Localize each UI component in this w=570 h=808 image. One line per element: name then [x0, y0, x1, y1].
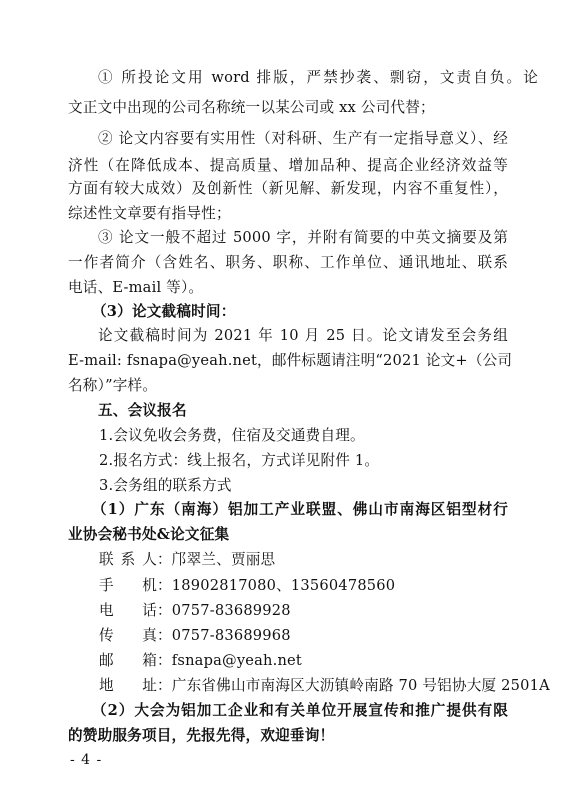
contact-value: fsnapa@yeah.net — [171, 652, 302, 669]
registration-heading: 五、会议报名 — [98, 402, 187, 419]
contact-value: 0757-83689968 — [171, 627, 291, 644]
contact-label: 手 机 — [99, 577, 157, 594]
contact-row: 电 话：0757-83689928 — [99, 599, 291, 620]
contact-value: 18902817080、13560478560 — [171, 577, 396, 594]
note-line: ③ 论文一般不超过 5000 字，并附有简要的中英文摘要及第 — [98, 229, 508, 246]
contact-value: 广东省佛山市南海区大沥镇岭南路 70 号铝协大厦 2501A — [171, 677, 550, 694]
registration-item: 1.会议免收会务费，住宿及交通费自理。 — [99, 427, 365, 444]
deadline-line: 名称）”字样。 — [68, 377, 158, 394]
note-line: 方面有较大成效）及创新性（新见解、新发现，内容不重复性）， — [68, 180, 508, 197]
contact-label: 电 话 — [99, 602, 157, 619]
note-line: 综述性文章要有指导性； — [68, 205, 231, 222]
note-line: 文正文中出现的公司名称统一以某公司或 xx 公司代替； — [68, 99, 435, 116]
contact-value: 邝翠兰、贾丽思 — [171, 551, 276, 568]
deadline-line: E-mail: fsnapa@yeah.net，邮件标题请注明“2021 论文+（公司 — [68, 352, 513, 369]
deadline-heading: （3）论文截稿时间： — [92, 303, 236, 320]
note-line: 电话、E-mail 等）。 — [68, 279, 204, 296]
contact-row: 联系人：邝翠兰、贾丽思 — [99, 548, 275, 569]
contact-row: 手 机：18902817080、13560478560 — [99, 574, 395, 595]
registration-item: 3.会务组的联系方式 — [99, 477, 232, 494]
contact-row: 邮 箱：fsnapa@yeah.net — [99, 649, 302, 670]
note-line: 济性（在降低成本、提高质量、增加品种、提高企业经济效益等 — [68, 157, 508, 174]
promo-line: （2）大会为铝加工企业和有关单位开展宣传和推广提供有限 — [92, 702, 508, 719]
contact-label: 地 址 — [99, 677, 157, 694]
note-line: ① 所投论文用 word 排版，严禁抄袭、剽窃，文责自负。论 — [98, 69, 538, 86]
contact-value: 0757-83689928 — [171, 602, 291, 619]
registration-item: 2.报名方式：线上报名，方式详见附件 1。 — [99, 452, 380, 469]
contact-row: 地 址：广东省佛山市南海区大沥镇岭南路 70 号铝协大厦 2501A — [99, 674, 550, 695]
page-number: - 4 - — [70, 752, 103, 768]
contact-label: 联系人 — [99, 551, 157, 568]
note-line: ② 论文内容要有实用性（对科研、生产有一定指导意义）、经 — [98, 130, 508, 147]
promo-line: 的赞助服务项目，先报先得，欢迎垂询！ — [68, 727, 335, 744]
contact-row: 传 真：0757-83689968 — [99, 624, 291, 645]
org-title-line: （1）广东（南海）铝加工产业联盟、佛山市南海区铝型材行 — [92, 501, 508, 518]
contact-label: 邮 箱 — [99, 652, 157, 669]
contact-label: 传 真 — [99, 627, 157, 644]
org-title-line: 业协会秘书处&论文征集 — [68, 526, 230, 543]
deadline-line: 论文截稿时间为 2021 年 10 月 25 日。论文请发至会务组 — [98, 327, 508, 344]
note-line: 一作者简介（含姓名、职务、职称、工作单位、通讯地址、联系 — [68, 254, 508, 271]
